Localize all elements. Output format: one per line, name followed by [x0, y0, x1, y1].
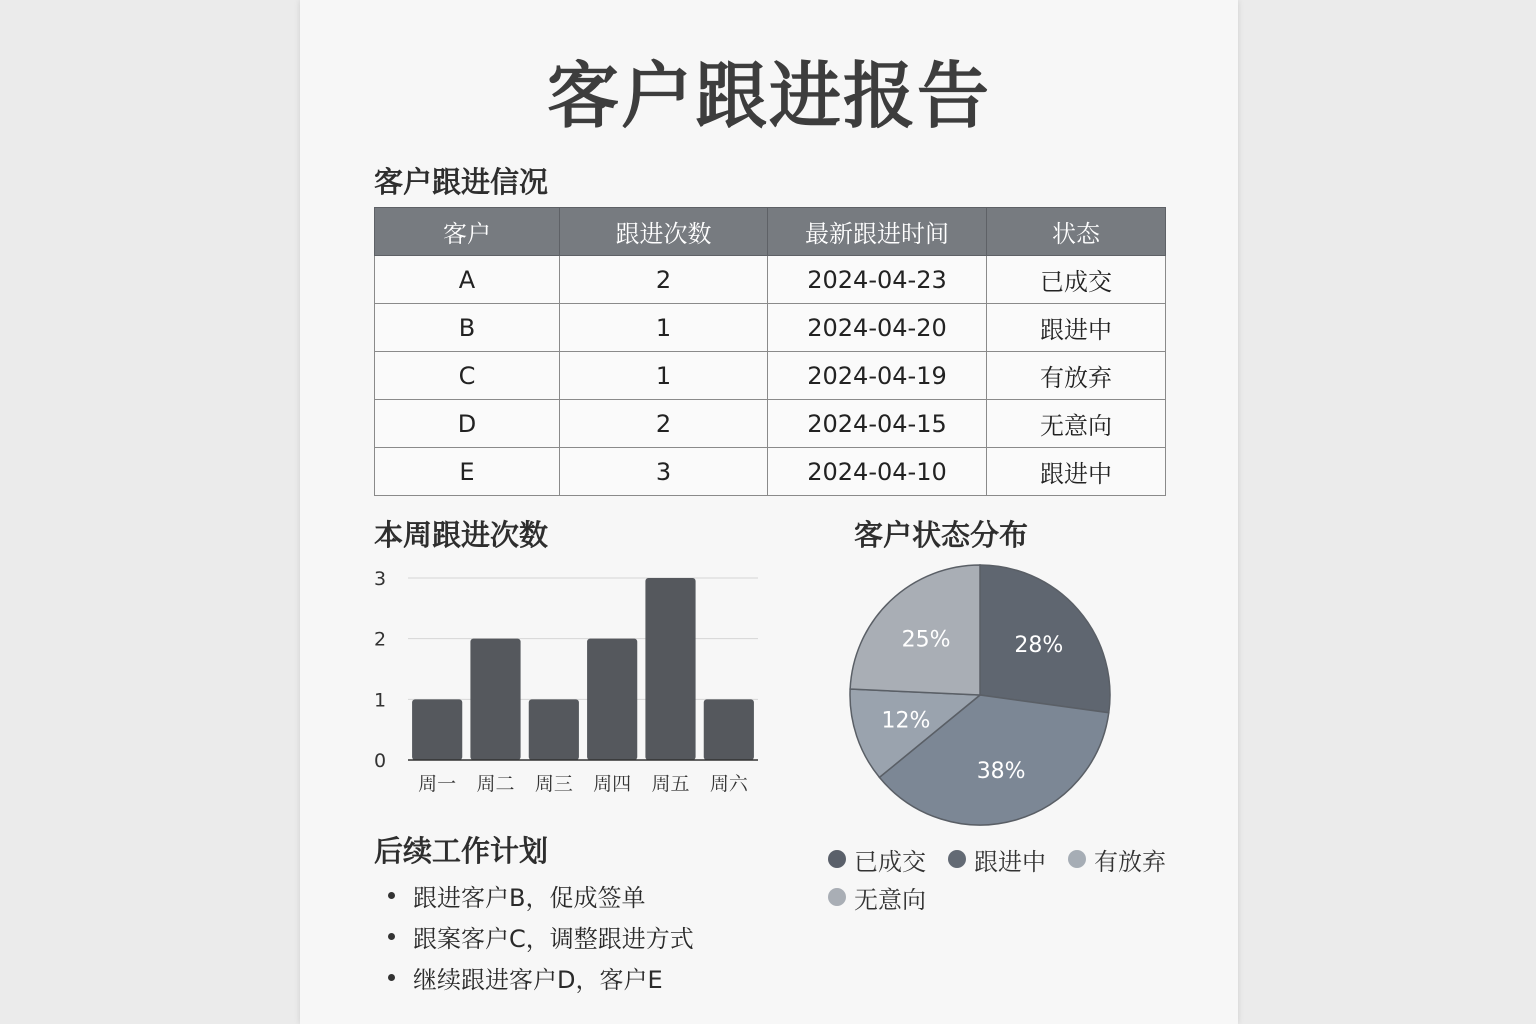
weekly-section-heading: 本周跟进次数: [374, 518, 549, 552]
list-item: [388, 875, 694, 916]
legend-swatch: [828, 888, 846, 906]
x-tick-label: 周二: [476, 773, 515, 795]
list-item: [388, 957, 694, 998]
table-cell: 2: [560, 256, 768, 304]
table-header-cell: 状态: [987, 208, 1166, 256]
table-cell: A: [375, 256, 560, 304]
weekly-bar-chart: [360, 560, 770, 810]
table-cell: 跟进中: [987, 448, 1166, 496]
legend-swatch: [1068, 850, 1086, 868]
table-cell: 3: [560, 448, 768, 496]
legend-item: [948, 840, 1046, 878]
legend-swatch: [828, 850, 846, 868]
table-cell: B: [375, 304, 560, 352]
table-row: [375, 256, 1166, 304]
table-cell: 2024-04-23: [768, 256, 987, 304]
x-tick-label: 周一: [418, 773, 457, 795]
x-tick-label: 周四: [593, 773, 632, 795]
table-cell: 2024-04-10: [768, 448, 987, 496]
bar: [587, 639, 637, 760]
bullet-icon: [388, 974, 395, 981]
table-cell: C: [375, 352, 560, 400]
status-section-heading: 客户状态分布: [854, 518, 1029, 552]
status-pie-chart: [840, 555, 1120, 835]
legend-label: 已成交: [854, 847, 926, 876]
legend-swatch: [948, 850, 966, 868]
y-tick-label: 2: [373, 628, 387, 651]
x-tick-label: 周六: [709, 773, 748, 795]
plan-item-text: 继续跟进客户D，客户E: [413, 966, 663, 994]
bullet-icon: [388, 933, 395, 940]
followup-section-heading: 客户跟进信况: [374, 165, 549, 199]
pie-data-label: 38%: [976, 759, 1026, 785]
legend-item: [828, 840, 926, 878]
report-title: 客户跟进报告: [546, 54, 991, 138]
table-cell: 2024-04-20: [768, 304, 987, 352]
pie-legend: [828, 840, 1188, 916]
y-tick-label: 1: [373, 689, 387, 712]
bar: [704, 699, 754, 760]
bar: [529, 699, 579, 760]
pie-data-label: 28%: [1014, 632, 1064, 658]
table-header-cell: 最新跟进时间: [768, 208, 987, 256]
bullet-icon: [388, 892, 395, 899]
plan-item-text: 跟案客户C，调整跟进方式: [413, 925, 694, 953]
table-cell: 1: [560, 304, 768, 352]
table-header-cell: 客户: [375, 208, 560, 256]
x-tick-label: 周五: [651, 773, 690, 795]
x-tick-label: 周三: [534, 773, 573, 795]
table-cell: 跟进中: [987, 304, 1166, 352]
table-row: [375, 352, 1166, 400]
bar: [412, 699, 462, 760]
plan-section-heading: 后续工作计划: [374, 834, 549, 868]
table-header-cell: 跟进次数: [560, 208, 768, 256]
list-item: [388, 916, 694, 957]
report-page: [300, 0, 1238, 1024]
table-cell: D: [375, 400, 560, 448]
y-tick-label: 0: [373, 750, 387, 772]
plan-list: [388, 875, 694, 998]
table-cell: 已成交: [987, 256, 1166, 304]
legend-label: 无意向: [854, 885, 926, 914]
table-header-row: [375, 208, 1166, 256]
table-cell: 2: [560, 400, 768, 448]
legend-item: [828, 878, 926, 916]
pie-data-label: 12%: [881, 708, 931, 734]
bar: [470, 639, 520, 760]
y-tick-label: 3: [373, 568, 387, 590]
table-row: [375, 304, 1166, 352]
table-row: [375, 448, 1166, 496]
table-cell: 2024-04-15: [768, 400, 987, 448]
pie-data-label: 25%: [901, 627, 951, 653]
table-cell: 2024-04-19: [768, 352, 987, 400]
table-cell: E: [375, 448, 560, 496]
plan-item-text: 跟进客户B，促成签单: [413, 884, 646, 912]
table-row: [375, 400, 1166, 448]
legend-label: 跟进中: [974, 847, 1046, 876]
legend-label: 有放弃: [1094, 847, 1166, 876]
legend-item: [1068, 840, 1166, 878]
table-cell: 无意向: [987, 400, 1166, 448]
bar: [645, 578, 695, 760]
table-cell: 有放弃: [987, 352, 1166, 400]
table-cell: 1: [560, 352, 768, 400]
followup-table: [374, 207, 1166, 496]
